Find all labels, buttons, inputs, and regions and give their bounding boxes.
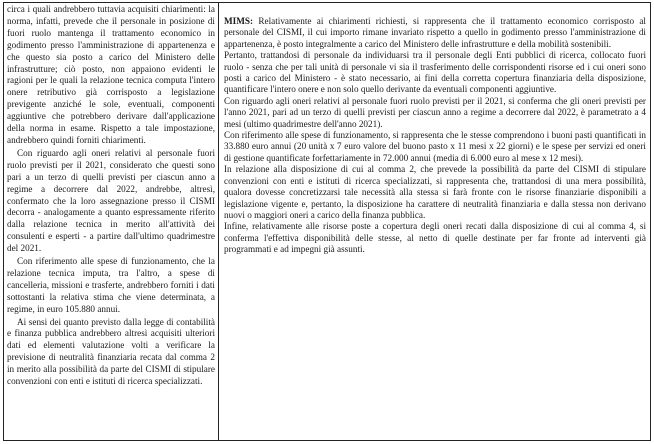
right-column-response (219, 3, 650, 440)
right-paragraph-6: Infine, relativamente alle risorse poste a copertura degli oneri recati dalla disposizione di cui al comma 4, si conferma l'effettiva disponibilità delle stesse, al netto di quelle destinate per far fronte ad interventi già programmati e ad impegni già assunti. (224, 221, 646, 255)
left-column-observations (4, 3, 219, 440)
right-paragraph-1-text: Relativamente ai chiarimenti richiesti, si rappresenta che il trattamento economico corrisposto al personale del CISMI, il cui importo rimane invariato rispetto a quello in godimento presso l'amministrazione di appartenenza, è posto integralmente a carico del Ministero delle infrastrutture e della mobilità sostenibili. (224, 16, 646, 49)
left-paragraph-2: Con riguardo agli oneri relativi al personale fuori ruolo previsti per il 2021, considerato che questi sono pari a un terzo di quelli previsti per ciascun anno a regime a decorrere dal 2022, andrebbe, altresì, confermato che la loro assegnazione presso il CISMI decorra - analogamente a quanto espressamente riferito dalla relazione tecnica in merito all'attività dei consulenti e esperti - a partire dall'ultimo quadrimestre del 2021. (7, 147, 215, 254)
comparison-table (3, 2, 651, 441)
right-paragraph-3: Con riguardo agli oneri relativi al personale fuori ruolo previsti per il 2021, si conferma che gli oneri previsti per l'anno 2021, pari ad un terzo di quelli previsti per ciascun anno a regime a decorrere dal 2022, è parametrato a 4 mesi (ultimo quadrimestre dell'anno 2021). (224, 95, 646, 129)
left-paragraph-1: circa i quali andrebbero tuttavia acquisiti chiarimenti: la norma, infatti, prevede che il personale in posizione di fuori ruolo mantenga il trattamento economico in godimento presso l'amministrazione di appartenenza e che questo sia posto a carico del Ministero delle infrastrutture; ciò posto, non appaiono evidenti le ragioni per le quali la relazione tecnica computa l'intero onere retributivo già corrisposto a legislazione previgente anziché le sole, eventuali, componenti aggiuntive che potrebbero derivare dall'applicazione della norma in esame. Rispetto a tale impostazione, andrebbero quindi forniti chiarimenti. (7, 4, 215, 145)
right-paragraph-4: Con riferimento alle spese di funzionamento, si rappresenta che le stesse comprendono i buoni pasti quantificati in 33.880 euro annui (20 unità x 7 euro valore del buono pasto x 11 mesi x 22 giorni) e le spese per servizi ed oneri di gestione quantificate forfettariamente in 72.000 annui (media di 6.000 euro al mese x 12 mesi). (224, 130, 646, 163)
respondent-label: MIMS: (224, 16, 254, 26)
right-paragraph-5: In relazione alla disposizione di cui al comma 2, che prevede la possibilità da parte del CISMI di stipulare convenzioni con enti e istituti di ricerca specializzati, si rappresenta che, trattandosi di una mera possibilità, qualora dovesse concretizzarsi tale necessità alla stessa si farà fronte con le risorse finanziarie disponibili a legislazione vigente e, pertanto, la disposizione ha carattere di neutralità finanziaria e dalla stessa non derivano nuovi o maggiori oneri a carico della finanza pubblica. (224, 164, 646, 220)
left-paragraph-4: Ai sensi dei quanto previsto dalla legge di contabilità e finanza pubblica andrebbero altresì acquisiti ulteriori dati ed elementi valutazione volti a verificare la previsione di neutralità finanziaria recata dal comma 2 in merito alla possibilità da parte del CISMI di stipulare convenzioni con enti e istituti di ricerca specializzati. (7, 316, 215, 387)
right-paragraph-2: Pertanto, trattandosi di personale da individuarsi tra il personale degli Enti pubblici di ricerca, collocato fuori ruolo - senza che per tali unità di personale vi sia il trasferimento delle corrispondenti risorse ed i cui oneri sono posti a carico del Ministero - è stato necessario, ai fini della corretta copertura finanziaria della disposizione, quantificare l'intero onere e non solo quello derivante da eventuali componenti aggiuntive. (224, 50, 646, 95)
left-paragraph-3: Con riferimento alle spese di funzionamento, che la relazione tecnica imputa, tra l'altro, a spese di cancelleria, missioni e trasferte, andrebbero forniti i dati sottostanti la relativa stima che viene determinata, a regime, in euro 105.880 annui. (7, 256, 215, 314)
right-paragraph-1 (224, 16, 646, 50)
